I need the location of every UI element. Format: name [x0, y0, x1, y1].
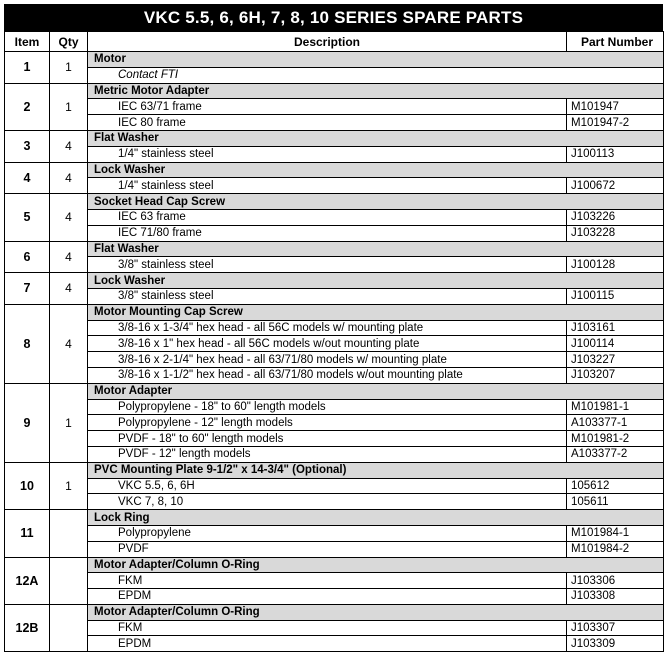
table-row — [5, 431, 664, 447]
part-description: Polypropylene - 12" length models — [88, 415, 567, 431]
item-number: 2 — [5, 83, 50, 130]
part-description: Contact FTI — [88, 67, 664, 83]
part-number: J100114 — [567, 336, 664, 352]
part-group-name: Flat Washer — [88, 130, 567, 146]
part-description: 3/8" stainless steel — [88, 288, 567, 304]
item-qty — [50, 557, 88, 604]
part-group-header-row — [5, 83, 664, 99]
part-description: 1/4" stainless steel — [88, 178, 567, 194]
part-description: Polypropylene - 18" to 60" length models — [88, 399, 567, 415]
item-qty — [50, 510, 88, 557]
item-number: 9 — [5, 383, 50, 462]
part-number: J103227 — [567, 352, 664, 368]
part-number: M101981-1 — [567, 399, 664, 415]
table-row — [5, 209, 664, 225]
part-description: IEC 63 frame — [88, 209, 567, 225]
part-number: J103161 — [567, 320, 664, 336]
part-group-header-row — [5, 604, 664, 620]
part-description: Polypropylene — [88, 525, 567, 541]
part-group-header-row — [5, 130, 664, 146]
part-group-name: Motor — [88, 52, 567, 68]
part-group-name: Motor Adapter/Column O-Ring — [88, 604, 567, 620]
part-group-header-fill — [567, 604, 664, 620]
part-group-name: Motor Mounting Cap Screw — [88, 304, 567, 320]
part-number: J103308 — [567, 589, 664, 605]
part-group-header-fill — [567, 52, 664, 68]
part-group-header-row — [5, 273, 664, 289]
item-qty: 1 — [50, 52, 88, 84]
part-description: EPDM — [88, 636, 567, 652]
table-row — [5, 115, 664, 131]
table-row — [5, 620, 664, 636]
item-qty: 4 — [50, 194, 88, 241]
item-number: 6 — [5, 241, 50, 273]
part-group-header-fill — [567, 462, 664, 478]
item-qty — [50, 604, 88, 651]
part-number: J100115 — [567, 288, 664, 304]
part-group-name: Lock Washer — [88, 273, 567, 289]
column-header-item: Item — [5, 32, 50, 52]
part-number: J103207 — [567, 367, 664, 383]
item-number: 8 — [5, 304, 50, 383]
part-group-header-row — [5, 383, 664, 399]
part-group-header-fill — [567, 241, 664, 257]
table-row — [5, 478, 664, 494]
table-row — [5, 178, 664, 194]
part-number: J100113 — [567, 146, 664, 162]
part-group-name: PVC Mounting Plate 9-1/2" x 14-3/4" (Optional) — [88, 462, 567, 478]
part-number: 105612 — [567, 478, 664, 494]
column-header-description: Description — [88, 32, 567, 52]
item-qty: 4 — [50, 130, 88, 162]
table-row — [5, 257, 664, 273]
table-row — [5, 636, 664, 652]
part-description: 3/8-16 x 1" hex head - all 56C models w/out mounting plate — [88, 336, 567, 352]
table-row — [5, 99, 664, 115]
item-qty: 4 — [50, 304, 88, 383]
part-description: FKM — [88, 620, 567, 636]
part-group-header-row — [5, 162, 664, 178]
page-title: VKC 5.5, 6, 6H, 7, 8, 10 SERIES SPARE PARTS — [4, 4, 663, 31]
part-description: IEC 63/71 frame — [88, 99, 567, 115]
part-description: 1/4" stainless steel — [88, 146, 567, 162]
part-description: IEC 71/80 frame — [88, 225, 567, 241]
table-row — [5, 336, 664, 352]
part-description: IEC 80 frame — [88, 115, 567, 131]
item-number: 11 — [5, 510, 50, 557]
item-number: 5 — [5, 194, 50, 241]
part-description: PVDF — [88, 541, 567, 557]
part-number: J103306 — [567, 573, 664, 589]
part-number: M101984-2 — [567, 541, 664, 557]
spare-parts-sheet — [4, 4, 663, 652]
part-number: J103226 — [567, 209, 664, 225]
part-description: PVDF - 18" to 60" length models — [88, 431, 567, 447]
part-description: 3/8" stainless steel — [88, 257, 567, 273]
part-number: M101947-2 — [567, 115, 664, 131]
part-group-header-fill — [567, 510, 664, 526]
table-row — [5, 399, 664, 415]
part-description: FKM — [88, 573, 567, 589]
part-group-header-fill — [567, 130, 664, 146]
part-group-header-fill — [567, 162, 664, 178]
part-group-header-row — [5, 194, 664, 210]
part-group-header-row — [5, 52, 664, 68]
table-row — [5, 367, 664, 383]
item-qty: 4 — [50, 241, 88, 273]
part-description: EPDM — [88, 589, 567, 605]
table-body — [5, 52, 664, 652]
item-number: 10 — [5, 462, 50, 509]
part-number: 105611 — [567, 494, 664, 510]
column-header-part-number: Part Number — [567, 32, 664, 52]
part-number: A103377-2 — [567, 446, 664, 462]
item-number: 3 — [5, 130, 50, 162]
table-row — [5, 589, 664, 605]
part-group-header-row — [5, 510, 664, 526]
part-description: 3/8-16 x 1-1/2" hex head - all 63/71/80 models w/out mounting plate — [88, 367, 567, 383]
table-row — [5, 225, 664, 241]
part-number: M101947 — [567, 99, 664, 115]
item-number: 7 — [5, 273, 50, 305]
part-description: 3/8-16 x 1-3/4" hex head - all 56C models w/ mounting plate — [88, 320, 567, 336]
column-header-qty: Qty — [50, 32, 88, 52]
part-group-name: Flat Washer — [88, 241, 567, 257]
item-number: 12B — [5, 604, 50, 651]
item-qty: 1 — [50, 462, 88, 509]
item-qty: 4 — [50, 273, 88, 305]
table-header-row — [5, 32, 664, 52]
part-number: A103377-1 — [567, 415, 664, 431]
item-qty: 1 — [50, 83, 88, 130]
part-group-header-fill — [567, 383, 664, 399]
spare-parts-table — [4, 31, 664, 652]
part-number: J100672 — [567, 178, 664, 194]
part-group-header-fill — [567, 557, 664, 573]
part-number: J103228 — [567, 225, 664, 241]
part-group-name: Lock Ring — [88, 510, 567, 526]
item-number: 1 — [5, 52, 50, 84]
part-group-header-fill — [567, 304, 664, 320]
table-row — [5, 146, 664, 162]
item-number: 12A — [5, 557, 50, 604]
table-row — [5, 352, 664, 368]
part-group-header-row — [5, 557, 664, 573]
part-number: J103309 — [567, 636, 664, 652]
part-description: VKC 5.5, 6, 6H — [88, 478, 567, 494]
part-number: J103307 — [567, 620, 664, 636]
item-qty: 4 — [50, 162, 88, 194]
item-qty: 1 — [50, 383, 88, 462]
table-row — [5, 573, 664, 589]
table-row — [5, 67, 664, 83]
part-description: 3/8-16 x 2-1/4" hex head - all 63/71/80 models w/ mounting plate — [88, 352, 567, 368]
table-row — [5, 288, 664, 304]
table-row — [5, 525, 664, 541]
part-group-header-fill — [567, 273, 664, 289]
part-number: M101984-1 — [567, 525, 664, 541]
part-description: VKC 7, 8, 10 — [88, 494, 567, 510]
part-group-name: Lock Washer — [88, 162, 567, 178]
part-group-header-row — [5, 462, 664, 478]
part-description: PVDF - 12" length models — [88, 446, 567, 462]
part-number: M101981-2 — [567, 431, 664, 447]
table-row — [5, 446, 664, 462]
part-number: J100128 — [567, 257, 664, 273]
table-row — [5, 541, 664, 557]
part-group-header-fill — [567, 194, 664, 210]
part-group-header-row — [5, 304, 664, 320]
part-group-name: Metric Motor Adapter — [88, 83, 567, 99]
part-group-name: Socket Head Cap Screw — [88, 194, 567, 210]
part-group-header-fill — [567, 83, 664, 99]
table-row — [5, 320, 664, 336]
part-group-name: Motor Adapter — [88, 383, 567, 399]
table-row — [5, 494, 664, 510]
table-row — [5, 415, 664, 431]
item-number: 4 — [5, 162, 50, 194]
part-group-name: Motor Adapter/Column O-Ring — [88, 557, 567, 573]
part-group-header-row — [5, 241, 664, 257]
